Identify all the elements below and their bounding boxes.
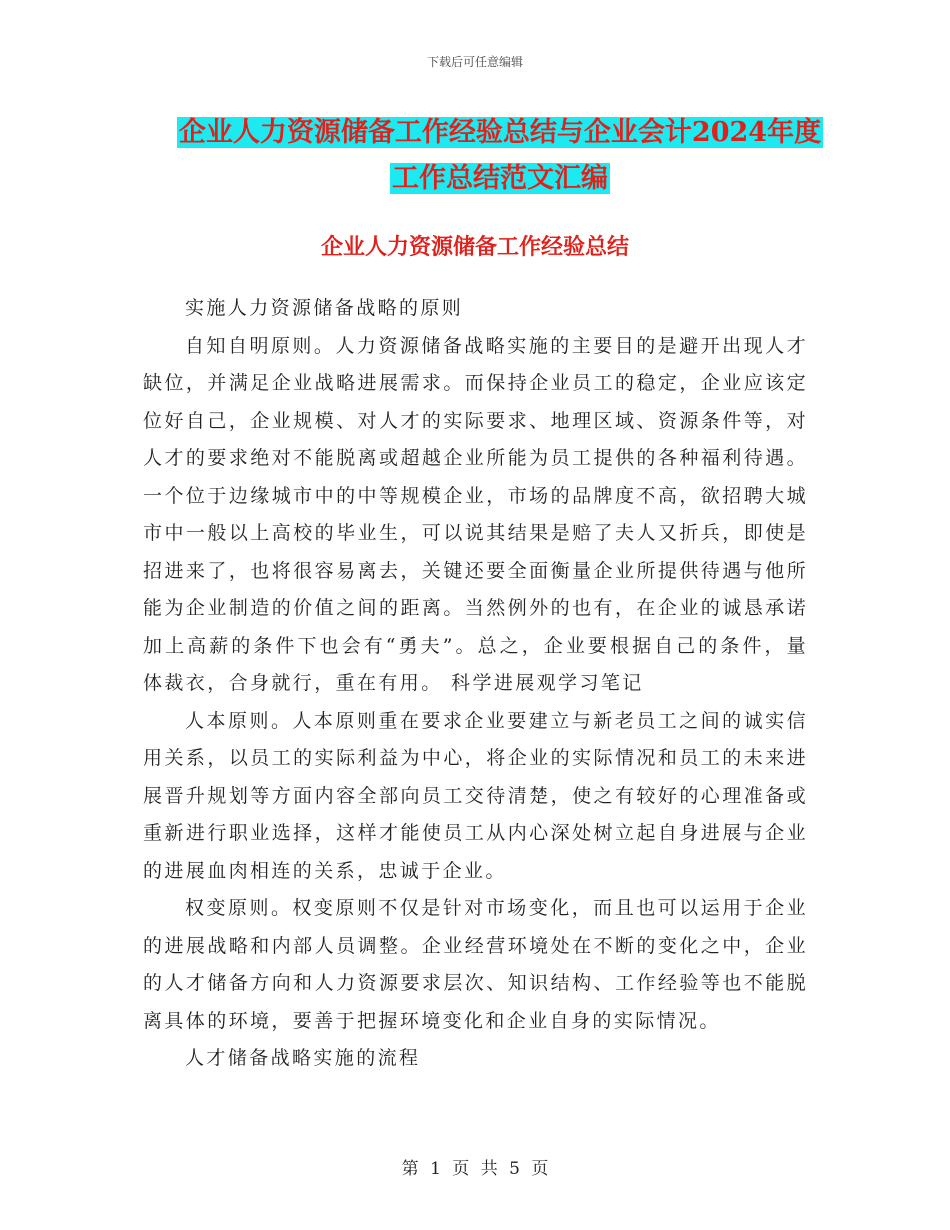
document-title-line1: 企业人力资源储备工作经验总结与企业会计2024年度 [178, 117, 822, 148]
paragraph-heading-process: 人才储备战略实施的流程 [185, 1047, 421, 1069]
paragraph-people-oriented: 人本原则。人本原则重在要求企业要建立与新老员工之间的诚实信用关系，以员工的实际利益为中心，将企业的实际情况和员工的未来进展晋升规划等方面内容全部向员工交待清楚，使之有较好的心理准备或重新进行职业选择，这样才能使员工从内心深处树立起自身进展与企业的进展血肉相连的关系，忠诚于企业。 [143, 709, 808, 882]
paragraph-self-knowledge: 自知自明原则。人力资源储备战略实施的主要目的是避开出现人才缺位，并满足企业战略进展需求。而保持企业员工的稳定，企业应该定位好自己，企业规模、对人才的实际要求、地理区域、资源条件等，对人才的要求绝对不能脱离或超越企业所能为员工提供的各种福利待遇。一个位于边缘城市中的中等规模企业，市场的品牌度不高，欲招聘大城市中一般以上高校的毕业生，可以说其结果是赔了夫人又折兵，即使是招进来了，也将很容易离去，关键还要全面衡量企业所提供待遇与他所能为企业制造的价值之间的距离。当然例外的也有，在企业的诚恳承诺加上高薪的条件下也会有“勇夫”。总之，企业要根据自己的条件，量体裁衣，合身就行，重在有用。 科学进展观学习笔记 [143, 334, 808, 694]
paragraph-heading-principles: 实施人力资源储备战略的原则 [185, 297, 464, 319]
section-title: 企业人力资源储备工作经验总结 [320, 234, 629, 260]
document-body [143, 290, 808, 1078]
document-title [100, 110, 900, 202]
page-footer: 第 1 页 共 5 页 [401, 1159, 549, 1179]
header-note: 下载后可任意编辑 [426, 55, 523, 69]
paragraph-contingency: 权变原则。权变原则不仅是针对市场变化，而且也可以运用于企业的进展战略和内部人员调整。企业经营环境处在不断的变化之中，企业的人才储备方向和人力资源要求层次、知识结构、工作经验等也不能脱离具体的环境，要善于把握环境变化和企业自身的实际情况。 [143, 897, 808, 1032]
document-title-line2: 工作总结范文汇编 [392, 163, 608, 194]
